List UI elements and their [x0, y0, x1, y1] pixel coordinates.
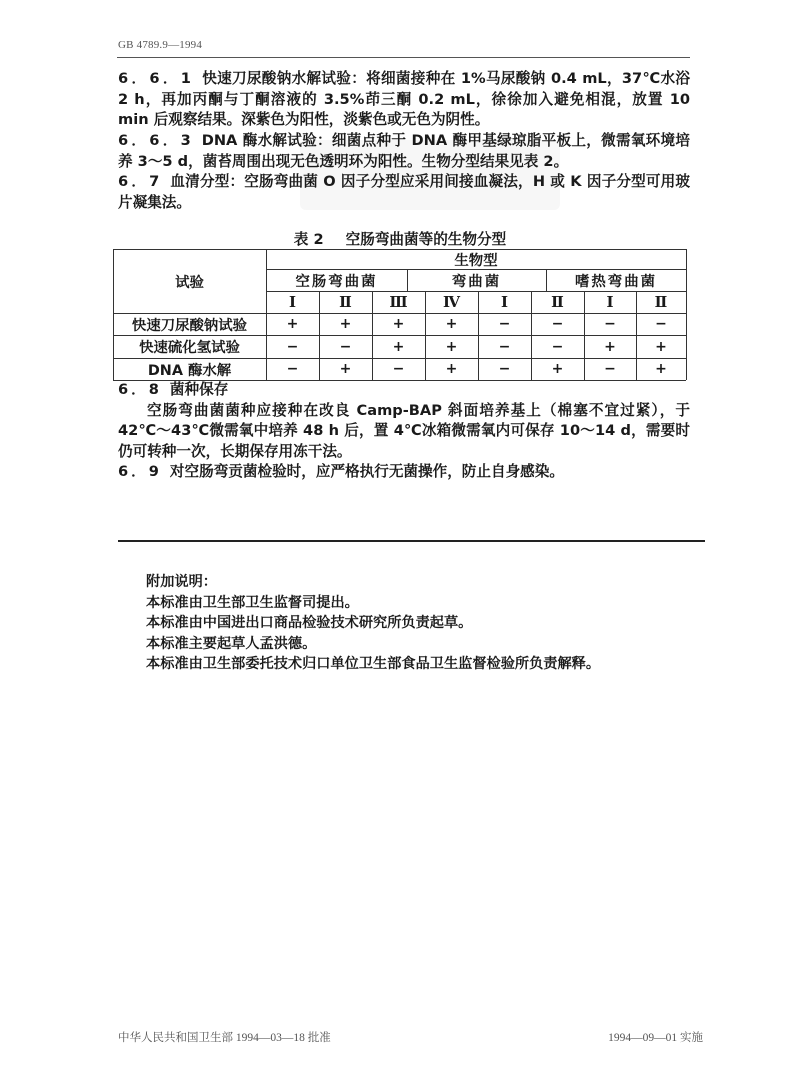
subtype-header: Ⅳ — [442, 293, 461, 311]
section-number: 6．6．3 — [118, 132, 194, 149]
table-border-right — [686, 249, 687, 380]
result-cell: − — [498, 316, 511, 332]
subtype-header: Ⅰ — [500, 293, 509, 311]
header-rule — [117, 57, 690, 58]
biotype-header: 生物型 — [454, 252, 498, 269]
row-header-label: 试验 — [175, 274, 204, 291]
test-name: 快速硫化氢试验 — [139, 340, 240, 356]
result-cell: − — [392, 361, 405, 377]
result-cell: + — [339, 361, 352, 377]
table-caption-title: 空肠弯曲菌等的生物分型 — [345, 231, 507, 248]
result-cell: − — [551, 316, 564, 332]
table-caption — [0, 228, 800, 249]
test-name: 快速刀尿酸钠试验 — [131, 317, 248, 334]
notes-title: 附加说明： — [146, 574, 217, 590]
subtype-header: Ⅱ — [339, 293, 352, 311]
subtype-header: Ⅲ — [389, 293, 408, 311]
result-cell: − — [286, 361, 299, 377]
section-text: 空肠弯曲菌菌种应接种在改良 Camp-BAP 斜面培养基上（棉塞不宜过紧），于 42℃～43℃微需氧中培养 48 h 后，置 4℃冰箱微需氧内可保存 10～14 d，需要时仍可转种一次，长期保存用冻干法。 — [118, 401, 690, 460]
result-cell: − — [551, 338, 564, 355]
result-cell: − — [498, 361, 511, 377]
result-cell: + — [286, 316, 299, 332]
section-number: 6．7 — [118, 173, 163, 190]
result-cell: − — [498, 338, 511, 355]
running-header-code: GB 4789.9—1994 — [118, 39, 203, 51]
result-cell: + — [445, 338, 458, 355]
test-name: DNA 酶水解 — [147, 362, 232, 379]
section-text: 血清分型：空肠弯曲菌 O 因子分型应采用间接血凝法，H 或 K 因子分型可用玻片凝集法。 — [118, 173, 691, 211]
section-6-8 — [118, 380, 690, 483]
result-cell: + — [655, 361, 667, 377]
result-cell: − — [655, 316, 667, 332]
group-header-thermophilic: 嗜热弯曲菌 — [575, 273, 657, 290]
section-number: 6．8 — [118, 381, 162, 398]
footer-approval: 中华人民共和国卫生部 1994—03—18 批准 — [118, 1032, 331, 1044]
result-cell: + — [392, 316, 405, 332]
result-cell: − — [604, 316, 616, 332]
group-header-campylobacter: 弯曲菌 — [451, 273, 502, 290]
note-line: 本标准由卫生部委托技术归口单位卫生部食品卫生监督检验所负责解释。 — [146, 656, 601, 672]
section-text: DNA 酶水解试验：细菌点种于 DNA 酶甲基绿琼脂平板上，微需氧环境培养 3～5 d，菌苔周围出现无色透明环为阳性。生物分型结果见表 2。 — [118, 132, 690, 170]
note-line: 本标准由卫生部卫生监督司提出。 — [146, 594, 359, 611]
section-text: 对空肠弯贡菌检验时，应严格执行无菌操作，防止自身感染。 — [169, 463, 564, 480]
section-6-6-3 — [118, 131, 690, 172]
separator-rule — [118, 540, 705, 542]
section-text: 快速刀尿酸钠水解试验：将细菌接种在 1%马尿酸钠 0.4 mL，37℃水浴 2 h，再加丙酮与丁酮溶液的 3.5%茚三酮 0.2 mL，徐徐加入避免相混，放置 10 min 后观察结果。深紫色为阳性，淡紫色或无色为阴性。 — [118, 70, 690, 128]
section-6-7 — [118, 172, 690, 213]
additional-notes — [146, 572, 600, 675]
biotype-table — [113, 249, 686, 380]
note-line: 本标准主要起草人孟洪德。 — [146, 635, 317, 652]
result-cell: + — [655, 338, 667, 355]
result-cell: + — [445, 316, 458, 332]
result-cell: + — [339, 316, 352, 332]
section-6-6-1 — [118, 69, 690, 131]
subtype-header: Ⅱ — [551, 293, 564, 311]
section-number: 6．6．1 — [118, 70, 194, 87]
result-cell: − — [339, 338, 352, 355]
note-line: 本标准由中国进出口商品检验技术研究所负责起草。 — [146, 615, 473, 631]
subtype-header: Ⅰ — [288, 293, 297, 311]
group-header-c-jejuni: 空肠弯曲菌 — [295, 273, 378, 290]
subtype-header: Ⅰ — [606, 293, 614, 311]
footer-implementation: 1994—09—01 实施 — [608, 1032, 703, 1044]
result-cell: + — [392, 338, 405, 355]
result-cell: − — [604, 361, 616, 377]
section-number: 6．9 — [118, 463, 162, 480]
result-cell: + — [445, 361, 458, 377]
section-title: 菌种保存 — [169, 381, 229, 398]
table-caption-number: 表 2 — [293, 231, 324, 248]
result-cell: − — [286, 338, 299, 355]
result-cell: + — [604, 338, 616, 355]
result-cell: + — [551, 361, 564, 377]
subtype-header: Ⅱ — [654, 293, 668, 311]
